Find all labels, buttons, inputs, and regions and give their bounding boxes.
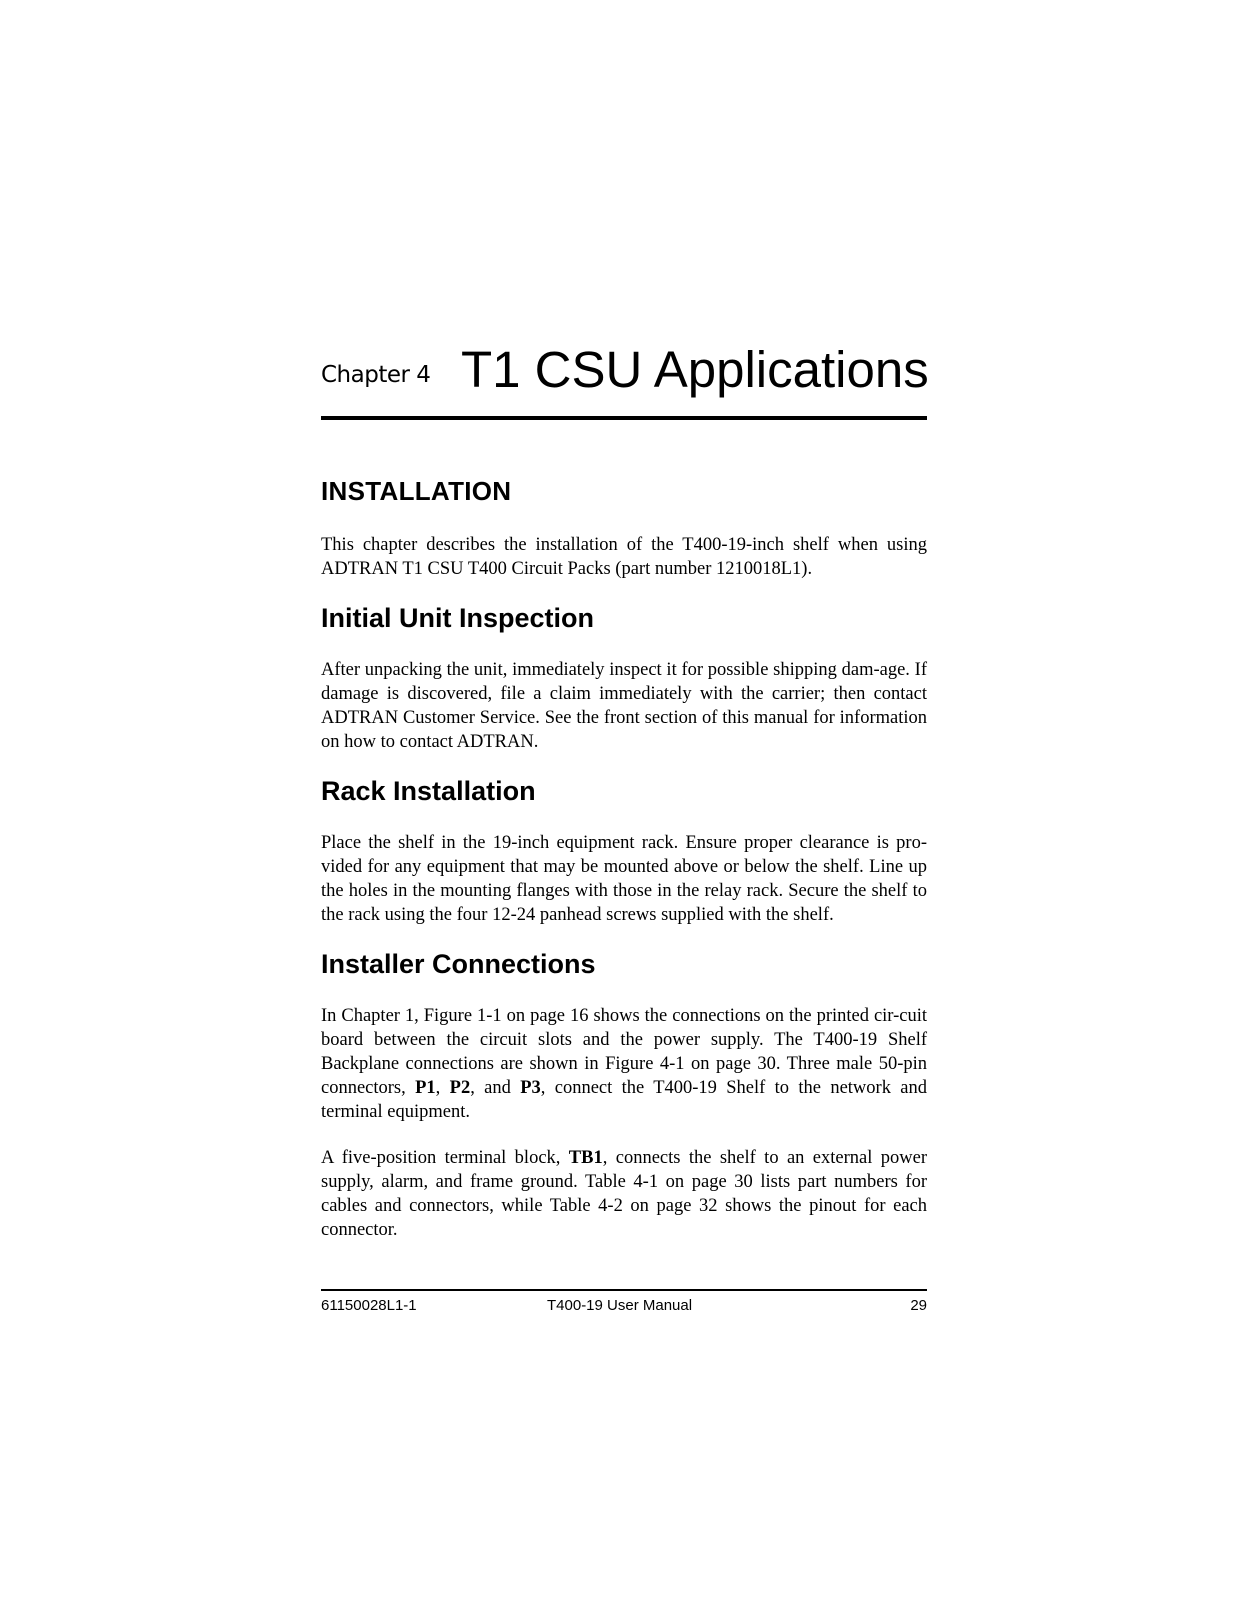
installer-connections-heading: Installer Connections	[321, 949, 596, 979]
installation-heading: INSTALLATION	[321, 476, 512, 506]
chapter-label: Chapter 4	[321, 362, 431, 388]
connector-p2: P2	[449, 1078, 471, 1098]
inspection-paragraph: After unpacking the unit, immediately inspect it for possible shipping dam-age. If damage is discovered, file a claim immediately with the carrier; then contact ADTRAN Customer Service. See the front section of this manual for information on how to contact ADTRAN.	[321, 660, 927, 752]
terminal-block-tb1: TB1	[568, 1148, 603, 1168]
chapter-header	[321, 340, 927, 420]
chapter-title: T1 CSU Applications	[461, 341, 929, 398]
connections-p1-sep-1: ,	[435, 1078, 450, 1098]
connections-p2-text-c: , connects the shelf to an external power supply, alarm, and frame ground. Table 4-1 on page 30 lists part numbers for cables and connectors, while Table 4-2 on page 32 shows the pinout for each connector.	[321, 1148, 927, 1240]
rack-installation-heading: Rack Installation	[321, 776, 536, 806]
footer-doc-number: 61150028L1-1	[321, 1297, 417, 1314]
connections-p2-text-a: A five-position terminal block,	[321, 1148, 569, 1168]
rack-installation-paragraph: Place the shelf in the 19-inch equipment rack. Ensure proper clearance is pro-vided for any equipment that may be mounted above or below the shelf. Line up the holes in the mounting flanges with those in the relay rack. Secure the shelf to the rack using the four 12-24 panhead screws supplied with the shelf.	[321, 833, 927, 925]
footer-page-number: 29	[910, 1297, 927, 1314]
connections-p1-text-a: In Chapter 1, Figure 1-1 on page 16 shows the connections on the printed cir-cuit board between the circuit slots and the power supply. The T400-19 Shelf Backplane connections are shown in Figure 4-1 on page 30. Three male 50-pin connectors,	[321, 1006, 927, 1098]
connections-paragraph-2	[321, 1146, 927, 1242]
connections-p1-text-c: , connect the T400-19 Shelf to the network and terminal equipment.	[321, 1078, 927, 1122]
page-footer	[321, 1289, 927, 1314]
footer-manual-title: T400-19 User Manual	[547, 1297, 693, 1314]
page-content	[321, 476, 927, 1264]
connections-p1-sep-2: , and	[470, 1078, 521, 1098]
installation-paragraph: This chapter describes the installation of the T400-19-inch shelf when using ADTRAN T1 CSU T400 Circuit Packs (part number 1210018L1).	[321, 535, 927, 579]
inspection-heading: Initial Unit Inspection	[321, 603, 595, 633]
connector-p3: P3	[520, 1078, 541, 1098]
connector-p1: P1	[415, 1078, 436, 1098]
connections-paragraph-1	[321, 1004, 927, 1124]
